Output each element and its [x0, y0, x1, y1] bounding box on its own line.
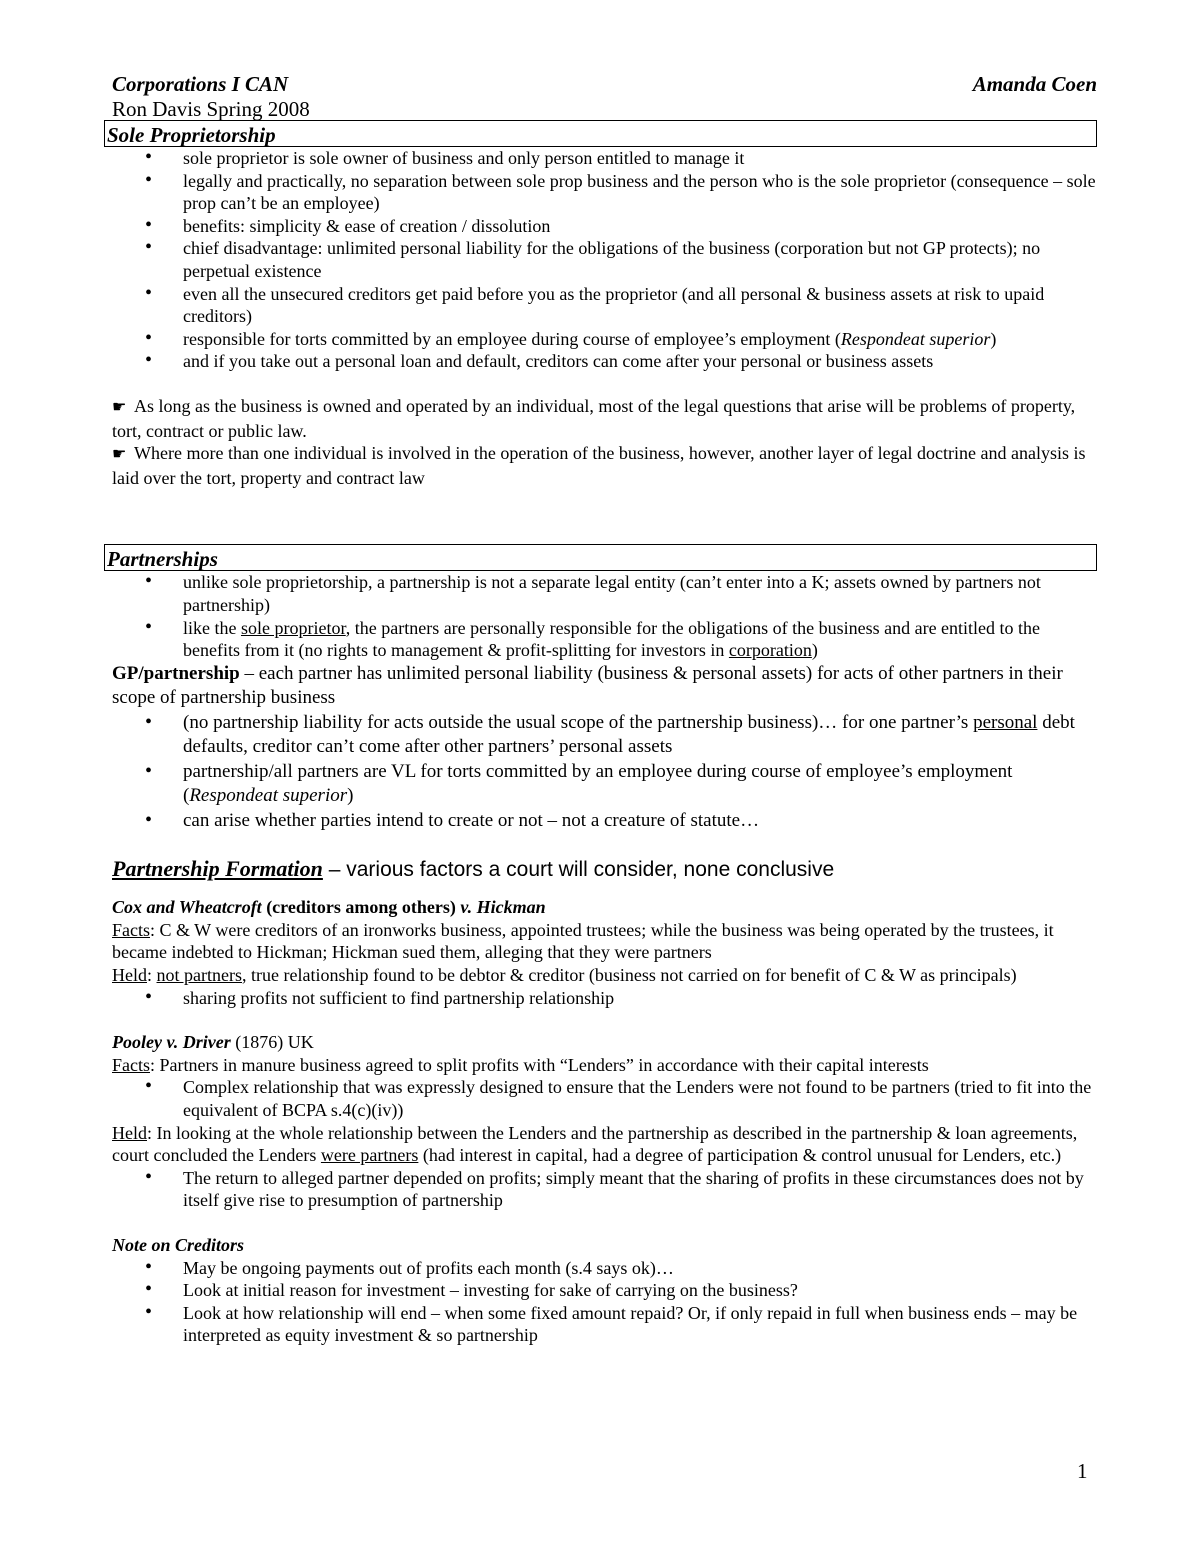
- underlined-term: personal: [973, 711, 1038, 733]
- underlined-term: were partners: [320, 1145, 419, 1166]
- pooley-held-bullet-list: [112, 1167, 1097, 1212]
- facts-text: : C & W were creditors of an ironworks business, appointed trustees; while the business was being operated by the trustees, it became indebted to Hickman; Hickman sued them, alleging that they were partners: [112, 919, 1054, 963]
- note-text: Where more than one individual is involved in the operation of the business, however, another layer of legal doctrine and analysis is laid over the tort, property and contract law: [112, 443, 1086, 488]
- held-paragraph: [112, 1122, 1097, 1167]
- list-item: • even all the unsecured creditors get paid before you as the proprietor (and all personal & business assets at risk to upaid creditors): [112, 283, 1097, 328]
- text: , the partners are personally responsible for the obligations of the business and are entitled to the benefits from it (no rights to management & profit-splitting for investors in: [183, 617, 1041, 661]
- facts-text: : Partners in manure business agreed to split profits with “Lenders” in accordance with their capital interests: [150, 1054, 929, 1075]
- case-name: v. Hickman: [460, 897, 546, 918]
- held-label: Held: [112, 1122, 147, 1143]
- list-item: • Complex relationship that was expressly designed to ensure that the Lenders were not found to be partners (tried to fit into the equivalent of BCPA s.4(c)(iv)): [112, 1076, 1097, 1121]
- partnership-bullet-list: [112, 571, 1097, 661]
- pooley-bullet-list: [112, 1076, 1097, 1121]
- list-item: • Look at initial reason for investment – investing for sake of carrying on the business?: [112, 1279, 1097, 1302]
- text: like the: [183, 617, 241, 638]
- page-number: 1: [1077, 1459, 1088, 1483]
- list-item: • can arise whether parties intend to create or not – not a creature of statute…: [112, 809, 1097, 834]
- facts-label: Facts: [112, 919, 150, 940]
- italic-term: Respondeat superior: [840, 328, 991, 349]
- creditors-heading: Note on Creditors: [112, 1234, 245, 1255]
- facts-paragraph: [112, 1054, 1097, 1077]
- author-name: Amanda Coen: [972, 72, 1097, 96]
- case-name: Pooley v. Driver: [112, 1032, 231, 1053]
- list-item: • legally and practically, no separation between sole prop business and the person who is the sole proprietor (consequence – sole prop can’t be an employee): [112, 170, 1097, 215]
- gp-text: – each partner has unlimited personal liability (business & personal assets) for acts of other partners in their scope of partnership business: [112, 662, 1063, 709]
- note-paragraph: [112, 442, 1097, 489]
- text: (no partnership liability for acts outside the usual scope of the partnership business)… for one partner’s: [183, 711, 974, 733]
- course-subtitle: Ron Davis Spring 2008: [112, 97, 310, 121]
- facts-label: Facts: [112, 1054, 150, 1075]
- italic-term: Respondeat superior: [189, 785, 348, 807]
- note-paragraph: [112, 395, 1097, 442]
- list-item: • Look at how relationship will end – when some fixed amount repaid? Or, if only repaid in full when business ends – may be interpreted as equity investment & so partnership: [112, 1302, 1097, 1347]
- facts-paragraph: [112, 919, 1097, 964]
- creditors-bullet-list: [112, 1257, 1097, 1347]
- underlined-term: not partners: [156, 964, 242, 985]
- text: responsible for torts committed by an employee during course of employee’s employment (: [183, 328, 841, 349]
- text: ): [811, 640, 818, 661]
- held-paragraph: [112, 964, 1097, 987]
- text: partnership/all partners are VL for torts committed by an employee during course of employee’s employment (: [183, 760, 1013, 807]
- case-name: Cox and Wheatcroft: [112, 897, 262, 918]
- list-item: • The return to alleged partner depended on profits; simply meant that the sharing of profits in these circumstances does not by itself give rise to presumption of partnership: [112, 1167, 1097, 1212]
- underlined-term: sole proprietor: [240, 617, 346, 638]
- page-header: [112, 70, 1097, 98]
- text: debt defaults, creditor can’t come after other partners’ personal assets: [183, 711, 1075, 758]
- list-item: • May be ongoing payments out of profits each month (s.4 says ok)…: [112, 1257, 1097, 1280]
- section-heading-sole-proprietorship: Sole Proprietorship: [104, 120, 1097, 147]
- underlined-term: corporation: [728, 640, 812, 661]
- gp-bullet-list: [112, 711, 1097, 834]
- cox-bullet-list: [112, 987, 1097, 1010]
- case-title: [112, 1031, 1097, 1054]
- held-text: (had interest in capital, had a degree of participation & control unusual for Lenders, etc.): [418, 1145, 1062, 1166]
- list-item: [112, 328, 1097, 351]
- case-note: (1876) UK: [230, 1032, 314, 1053]
- text: ): [990, 328, 997, 349]
- list-item: • sharing profits not sufficient to find partnership relationship: [112, 987, 1097, 1010]
- formation-title: Partnership Formation: [112, 856, 323, 882]
- held-text: : In looking at the whole relationship between the Lenders and the partnership as described in the partnership & loan agreements, court concluded the Lenders: [112, 1122, 1078, 1166]
- list-item: [112, 617, 1097, 662]
- case-note: (creditors among others): [261, 897, 461, 918]
- list-item: • and if you take out a personal loan and default, creditors can come after your personal or business assets: [112, 350, 1097, 373]
- list-item: • sole proprietor is sole owner of business and only person entitled to manage it: [112, 147, 1097, 170]
- pointing-hand-icon: ☛: [112, 446, 127, 464]
- sole-bullet-list: [112, 147, 1097, 373]
- document-page: [107, 70, 1097, 1347]
- list-item: • benefits: simplicity & ease of creation / dissolution: [112, 215, 1097, 238]
- gp-label: GP/partnership: [112, 662, 240, 684]
- gp-paragraph: [112, 662, 1097, 711]
- case-title: [112, 896, 1097, 919]
- text: :: [147, 964, 157, 985]
- note-text: As long as the business is owned and operated by an individual, most of the legal questions that arise will be problems of property, tort, contract or public law.: [112, 395, 1076, 441]
- held-text: , true relationship found to be debtor & creditor (business not carried on for benefit of C & W as principals): [242, 964, 1017, 985]
- pointing-hand-icon: ☛: [112, 398, 127, 416]
- formation-subtitle: – various factors a court will consider, none conclusive: [322, 858, 835, 882]
- course-title: Corporations I CAN: [112, 72, 289, 96]
- formation-heading: [112, 855, 1097, 884]
- list-item: • unlike sole proprietorship, a partnership is not a separate legal entity (can’t enter into a K; assets owned by partners not partnership): [112, 571, 1097, 616]
- list-item: [112, 760, 1097, 809]
- list-item: • chief disadvantage: unlimited personal liability for the obligations of the business (corporation but not GP protects); no perpetual existence: [112, 237, 1097, 282]
- text: ): [347, 785, 354, 807]
- list-item: [112, 711, 1097, 760]
- section-heading-partnerships: Partnerships: [104, 544, 1097, 571]
- held-label: Held: [112, 964, 147, 985]
